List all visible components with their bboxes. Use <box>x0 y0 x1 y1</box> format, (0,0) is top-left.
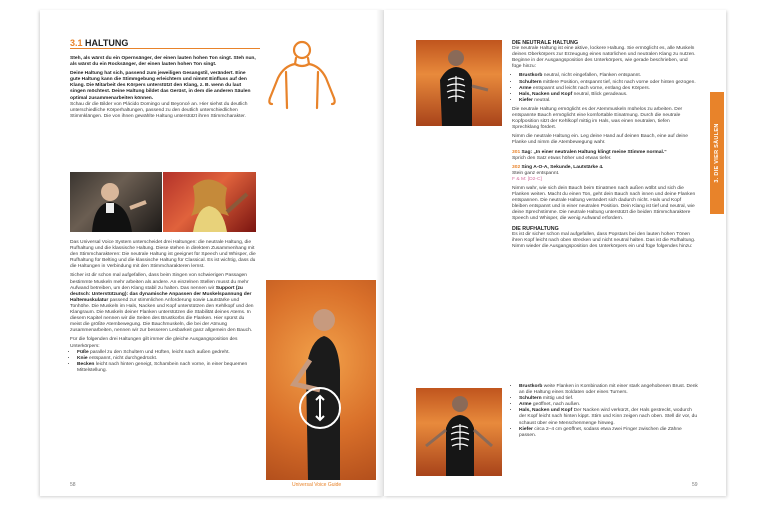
chapter-tab[interactable] <box>710 92 724 214</box>
ruf-list <box>512 384 698 439</box>
page-number-right: 59 <box>692 482 698 488</box>
list-item: • Brustkorb weite Flanken in Kombination mit einer stark angehobenen Brust. Denk an die Haltung eines Soldaten oder eines Turners. <box>519 384 698 396</box>
exercise-instruction: Sprich den Satz etwas höher und etwas tiefer. <box>512 155 612 161</box>
intro-paragraph: Steh, als wärst du ein Opernsänger, der einen lauten hohen Ton singt. Steh nun, als wärst du ein Rocksänger, der einen lauten hohen Ton singt. <box>70 56 256 68</box>
haltung-bold-paragraph: Deine Haltung hat sich, passend zum jeweiligen Gesangstil, verändert. Eine gute Haltung kann die Stimmgebung erleichtern und nimmt Einfluss auf den Klang. Die Mitarbeit des Körpers unterstützt den Klang, z. B. wenn du laut singen möchtest. Deine Haltung bildet das Gerüst, in dem die anderen Säulen optimal zusammenarbeiten können. <box>70 71 251 101</box>
systems-text <box>70 240 256 374</box>
support-paragraph: Sicher ist dir schon mal aufgefallen, dass beim Singen von schwierigen Passagen bestimmte Muskeln mehr arbeiten als andere. An einzelnen Stellen musst du mehr Aufwand betreiben, um den Klang stabil zu halten. Das nennen wir Support (zu deutsch: Unterstützung): das dynamische Anpassen der Muskelspannung der Haltemuskulatur passend zur stimmlichen Anforderung sowie Lautstärke und Tonhöhe. Die Muskeln im Hals, Nacken und Kopf unterstützen den Kehlkopf und den Klangraum. Die Muskeln deiner Flanken unterstützen die Stabilität deines Atems. In diesem Kapitel nennen wir die Seiten des Brustkorbs die Flanken. Hier spürst du meist die größte Atembewegung. Die Bauchmuskeln, die bei der Atmung zusammenarbeiten, nennen wir zur besseren Lesbarkeit ganz allgemein den Bauch. <box>70 273 254 334</box>
section-heading <box>70 38 128 48</box>
neutral-intro: Die neutrale Haltung ist eine aktive, lockere Haltung. Sie ermöglicht es, alle Muskeln deines Oberkörpers zur Erzeugung eines natürlichen und neutralen Klang zu nutzen. Beginne in der Ausgangsposition des Unterkörpers, wie gerade beschrieben, und füge hinzu: <box>512 46 696 70</box>
ruf-heading: DIE RUFHALTUNG <box>512 225 559 232</box>
exercise-number: 301 <box>512 149 521 155</box>
exercise-title: Sing A-O-A, Sekunde, Lautstärke 4. <box>521 164 604 170</box>
exercise-instruction: Stein ganz entspannt. <box>512 170 560 176</box>
list-item: • Schultern mittig und tief. <box>519 396 698 402</box>
list-item: • Hals, Nacken und Kopf Der Nacken wird verkürzt, der Hals gestreckt, wodurch der Kopf leicht nach hinten kippt. Stirn und Kinn zeigen nach oben. Stell dir vor, du schaust über eine Menschenmenge hinweg. <box>519 408 698 426</box>
ruf-intro: Es ist dir sicher schon mal aufgefallen, dass Popstars bei den lauten hohen Tönen ihren Kopf leicht nach oben strecken und nicht neutral halten. Das ist die Rufhaltung. Nimm wieder die Ausgangsposition des Unterkörpers ein und füge folgendes hinzu: <box>512 231 696 249</box>
lower-body-list <box>70 350 256 374</box>
heading-rule <box>70 48 260 49</box>
neutral-list <box>512 73 698 103</box>
neutral-heading: DIE NEUTRALE HALTUNG <box>512 40 579 46</box>
photo-beyonce <box>163 172 256 232</box>
posture-outline-icon <box>262 38 342 120</box>
list-item: • Brustkorb neutral, nicht eingefallen, Flanken entspannt. <box>519 73 698 79</box>
haltung-paragraph: Schau dir die Bilder von Plácido Domingo und Beyoncé an. Hier siehst du deutlich unterschiedliche Körperhaltungen, passend zu den deutlich unterschiedlichen Stimmklängen. Die von ihnen gewählte Haltung unterstützt ihren Stimmcharakter. <box>70 101 248 119</box>
list-item: • Arme entspannt und leicht nach vorne, entlang des Körpers. <box>519 86 698 92</box>
left-page <box>40 10 384 496</box>
systems-paragraph: Das Universal Voice System unterscheidet drei Haltungen: die neutrale Haltung, die Rufhaltung und die klassische Haltung. Diese stehen in direktem Zusammenhang mit den Stimmcharakteren: Die neutrale Haltung ist geeignet für Speech und Whisper, die Rufhaltung für Belting und die klassische Haltung für Classical. Es ist wichtig, dass du die Haltungen in Verbindung mit den Stimmcharakteren lernst. <box>70 240 256 270</box>
photo-placido-domingo <box>70 172 162 232</box>
section-number: 3.1 <box>70 38 83 48</box>
neutral-paragraph-3: Nimm die neutrale Haltung ein. Leg deine Hand auf deinen Bauch, eine auf deine Flanke und nimm die Atembewegung wahr. <box>512 134 688 146</box>
list-item: • Füße parallel zu den Schultern und Hüften, leicht nach außen gedreht. <box>77 350 256 356</box>
photo-neutral-posture <box>416 40 502 126</box>
photo-posture-side <box>266 280 376 480</box>
photo-ruf-posture <box>416 388 502 476</box>
list-item: • Hals, Nacken und Kopf neutral, Blick geradeaus. <box>519 92 698 98</box>
list-item: • Kiefer circa 2–4 cm geöffnet, sodass etwa zwei Finger zwischen die Zähne passen. <box>519 427 698 439</box>
lower-body-paragraph: Für die folgenden drei Haltungen gilt immer die gleiche Ausgangsposition des Unterkörpers: <box>70 337 238 349</box>
list-item: • Becken leicht nach hinten geneigt, Schambein nach vorne, in einer bequemen Mittelstellung. <box>77 362 256 374</box>
list-item: • Arme geöffnet, nach außen. <box>519 402 698 408</box>
neutral-paragraph-4: Nimm wahr, wie sich dein Bauch beim Einatmen nach außen wölbt und sich die Flanken weiten. Macht du einen Ton, geht dein Bauch nach innen und deine Flanken entspannen. Die neutrale Haltung verändert sich dadurch nicht. Hals und Kopf bleiben entspannt und in einer neutralen Position. Dein Klang ist tief und neutral, wie deine Sprechstimme. Die neutrale Haltung unterstützt die beiden Stimmcharaktere Speech und Whisper, die wenig Aufwand erfordern. <box>512 185 696 222</box>
section-title: HALTUNG <box>85 38 129 48</box>
footer-brand: Universal Voice Guide <box>292 482 342 488</box>
page-number-left: 58 <box>70 482 76 488</box>
list-item: • Kiefer neutral. <box>519 98 698 104</box>
list-item: • Schultern mittlere Position, entspannt tief, nicht nach vorne oder hinten gezogen. <box>519 80 698 86</box>
ruf-list-block <box>512 384 698 439</box>
list-item: • Knie entspannt, nicht durchgedrückt. <box>77 356 256 362</box>
exercise-key: F & M: [D2-C] <box>512 176 542 182</box>
chapter-tab-label: 3. DIE VIER SÄULEN <box>714 123 720 183</box>
exercise-title: Sag: „In einer neutralen Haltung klingt meine Stimme normal.“ <box>521 149 667 155</box>
right-page <box>384 10 726 496</box>
neutral-section <box>512 40 698 250</box>
exercise-number: 302 <box>512 164 521 170</box>
neutral-paragraph-2: Die neutrale Haltung ermöglicht es der Atemmuskeln mühelos zu arbeiten. Der entspannte Bauch ermöglicht eine komfortable Einatmung. Durch die neutrale Kopfposition sitzt der Kehlkopf mittig im Hals, was einen neutralen, tiefen Sprechklang fördert. <box>512 106 683 131</box>
intro-text <box>70 56 256 123</box>
